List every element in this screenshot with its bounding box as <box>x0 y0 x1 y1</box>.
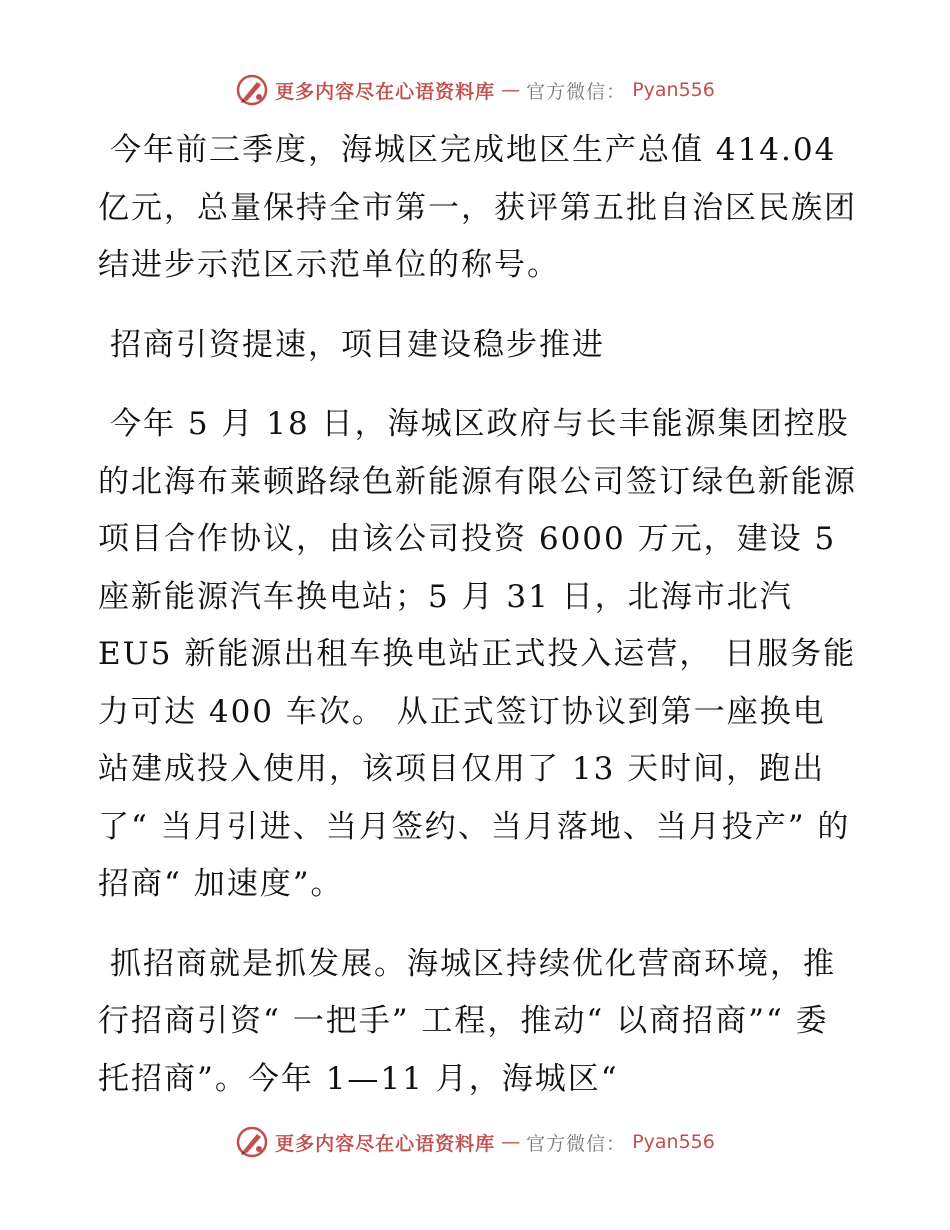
header-watermark <box>0 72 950 108</box>
watermark-title: 更多内容尽在心语资料库 <box>275 1132 496 1155</box>
document-body <box>98 122 858 1130</box>
footer-watermark <box>0 1124 950 1160</box>
paragraph-1: 今年前三季度，海城区完成地区生产总值 414.04 亿元，总量保持全市第一，获评第五批自治区民族团结进步示范区示范单位的称号。 <box>98 132 857 283</box>
pen-logo-icon <box>235 73 269 107</box>
watermark-wechat-id: Pyan556 <box>632 1131 715 1153</box>
watermark-dash: — <box>501 79 521 101</box>
watermark-wechat-label: 官方微信： <box>526 1132 627 1155</box>
paragraph-2: 今年 5 月 18 日，海城区政府与长丰能源集团控股的北海布莱顿路绿色新能源有限公司签订绿色新能源项目合作协议，由该公司投资 6000 万元，建设 5 座新能源汽车换电站；5 月 31 日，北海市北汽 EU5 新能源出租车换电站正式投入运营， 日服务能力可达 400 车次。 从正式签订协议到第一座换电站建成投入使用，该项目仅用了 13 天时间，跑出了“ 当月引进、当月签约、当月落地、当月投产” 的招商“ 加速度”。 <box>98 406 857 902</box>
watermark-wechat-label: 官方微信： <box>526 80 627 103</box>
pen-logo-icon <box>235 1125 269 1159</box>
watermark-dash: — <box>501 1131 521 1153</box>
paragraph-3: 抓招商就是抓发展。海城区持续优化营商环境，推行招商引资“ 一把手” 工程，推动“ 以商招商”“ 委托招商”。今年 1—11 月，海城区“ <box>98 945 836 1097</box>
watermark-wechat-id: Pyan556 <box>632 79 715 101</box>
section-heading: 招商引资提速，项目建设稳步推进 <box>110 326 605 363</box>
watermark-title: 更多内容尽在心语资料库 <box>275 80 496 103</box>
